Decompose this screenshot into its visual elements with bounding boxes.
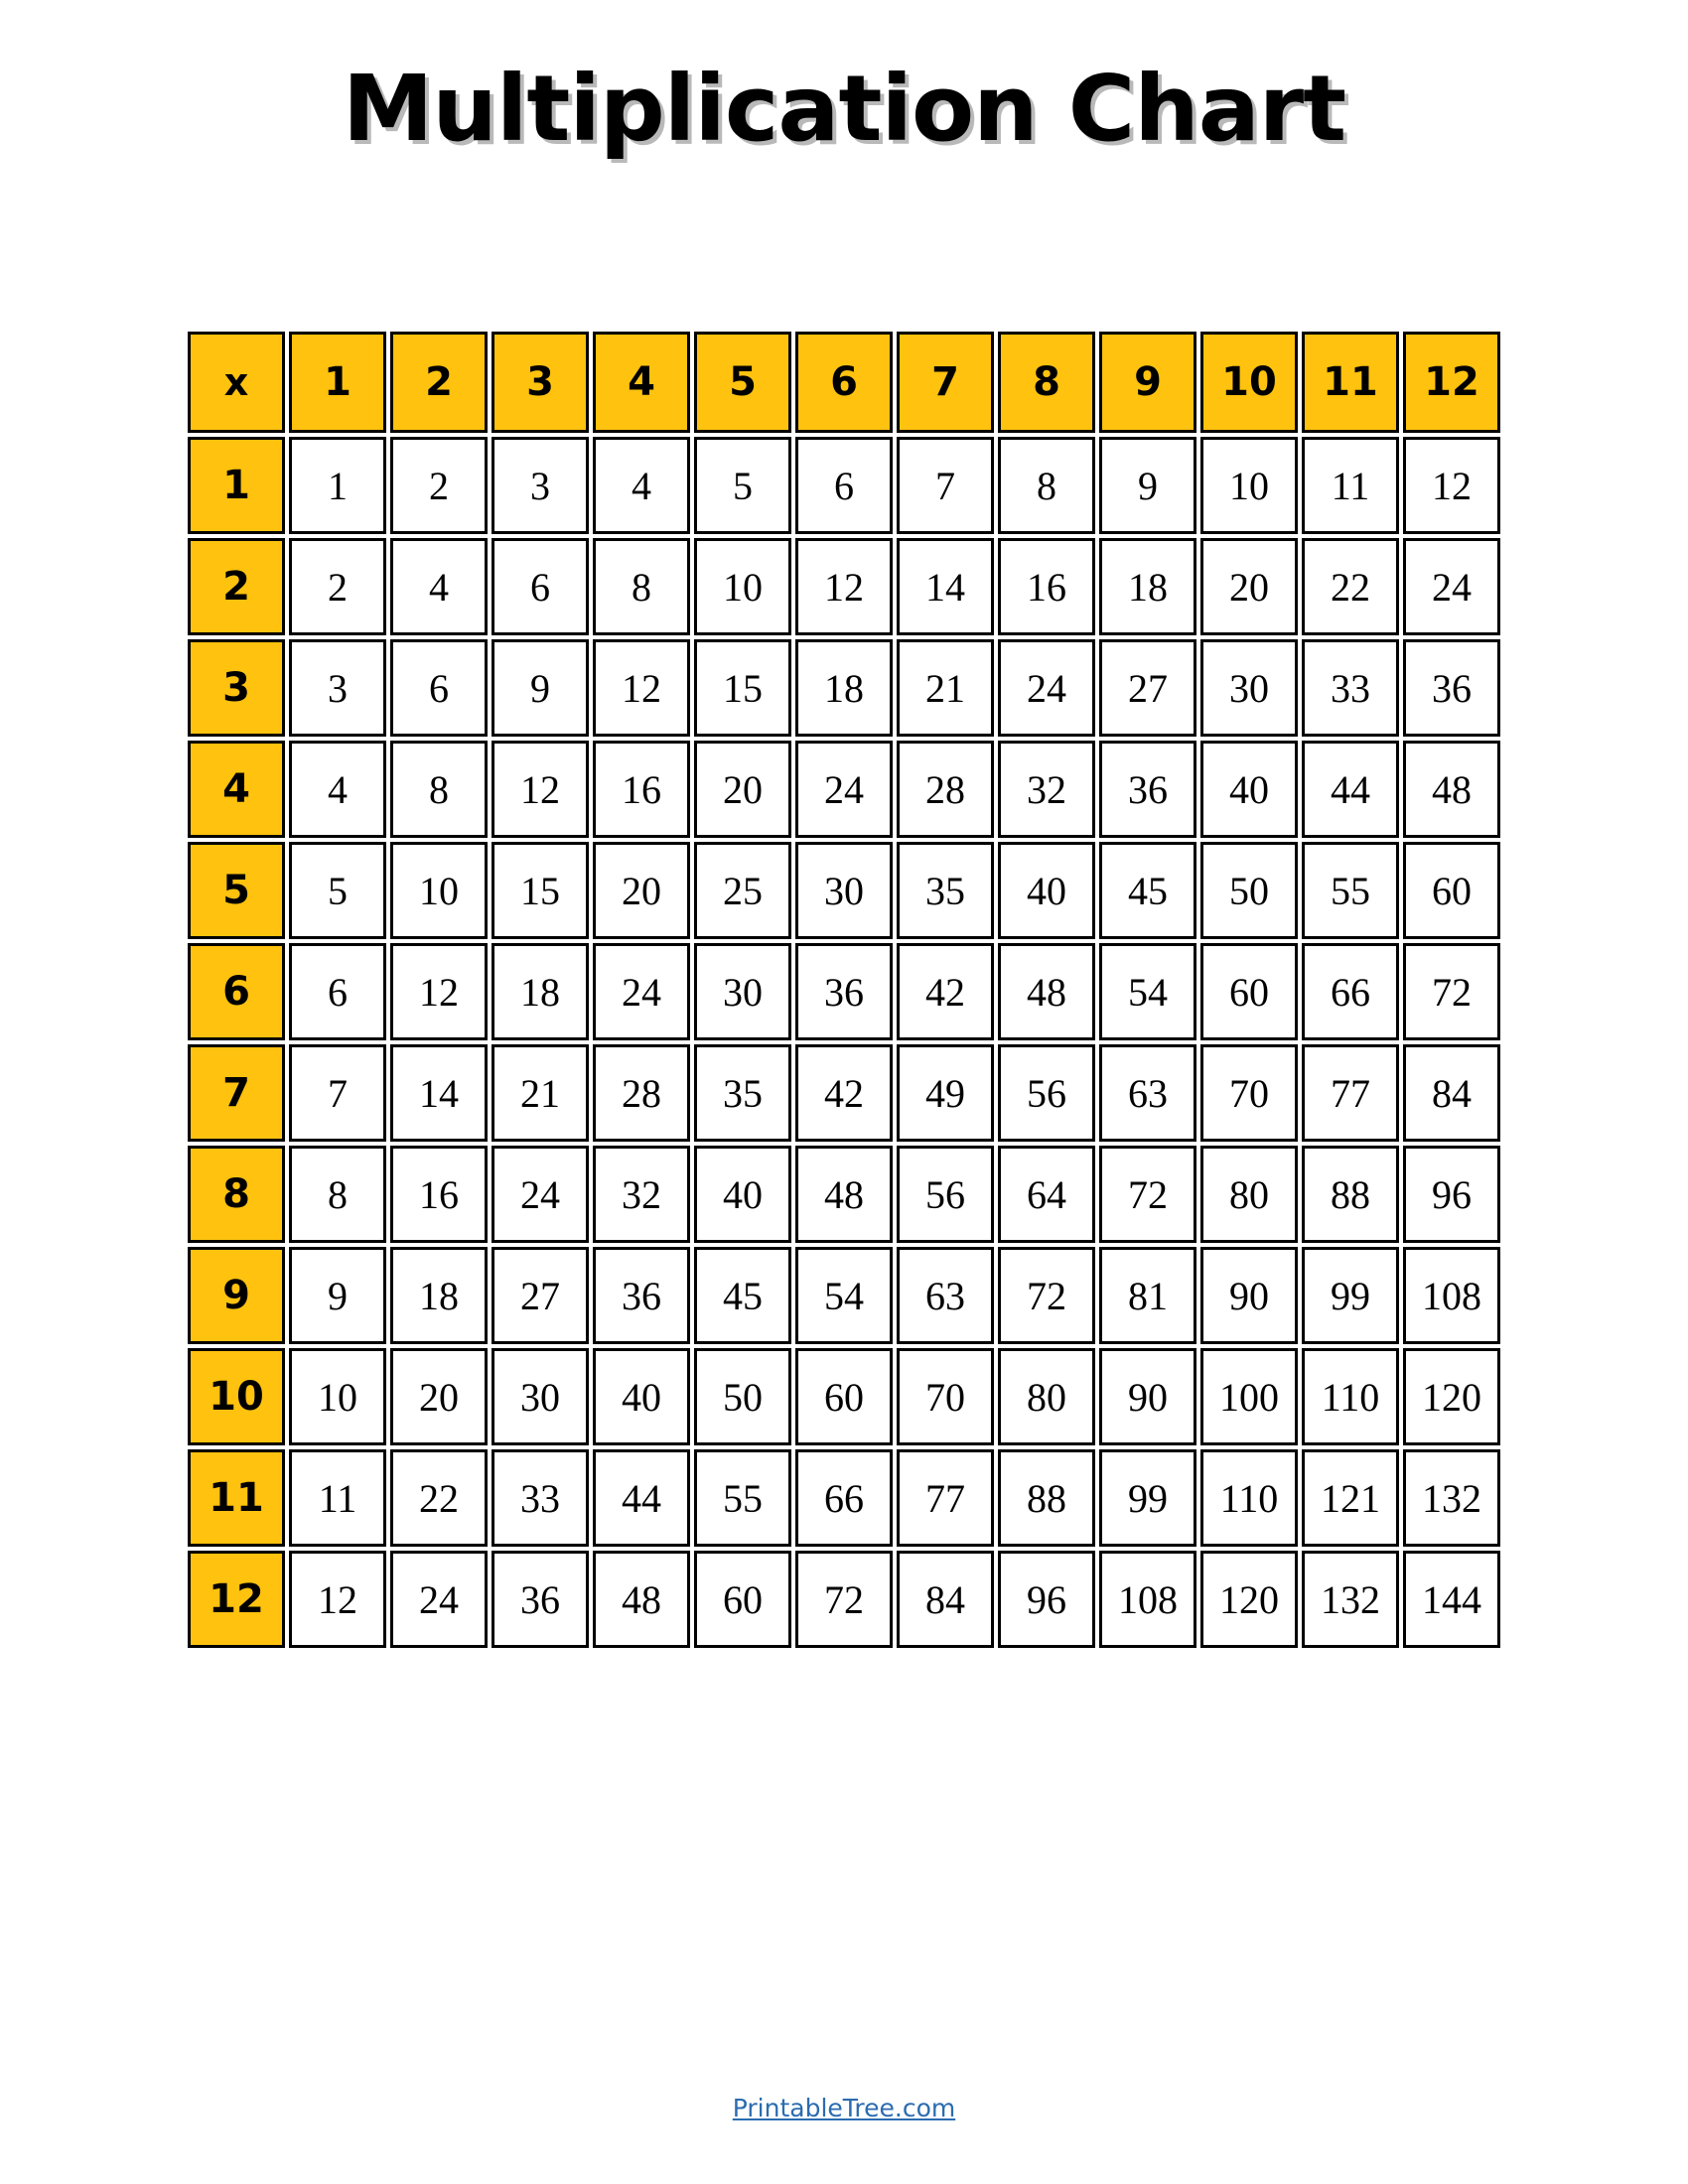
product-cell: 80 [1200, 1146, 1298, 1243]
product-cell: 24 [593, 943, 690, 1040]
product-cell: 8 [998, 437, 1095, 534]
product-cell: 50 [1200, 842, 1298, 939]
product-cell: 21 [897, 639, 994, 737]
product-cell: 42 [795, 1044, 893, 1142]
row-header-8: 8 [188, 1146, 285, 1243]
product-cell: 3 [492, 437, 589, 534]
product-cell: 18 [492, 943, 589, 1040]
product-cell: 20 [593, 842, 690, 939]
product-cell: 21 [492, 1044, 589, 1142]
product-cell: 18 [390, 1247, 488, 1344]
product-cell: 90 [1099, 1348, 1196, 1445]
product-cell: 32 [998, 741, 1095, 838]
product-cell: 5 [694, 437, 791, 534]
product-cell: 10 [1200, 437, 1298, 534]
page-title: Multiplication Chart [342, 56, 1346, 162]
multiplication-table [184, 328, 1504, 1652]
row-header-10: 10 [188, 1348, 285, 1445]
column-header-2: 2 [390, 332, 488, 433]
column-header-4: 4 [593, 332, 690, 433]
table-row [188, 1044, 1500, 1142]
product-cell: 40 [694, 1146, 791, 1243]
product-cell: 66 [795, 1449, 893, 1547]
product-cell: 40 [593, 1348, 690, 1445]
product-cell: 120 [1200, 1551, 1298, 1648]
product-cell: 108 [1099, 1551, 1196, 1648]
column-header-3: 3 [492, 332, 589, 433]
product-cell: 3 [289, 639, 386, 737]
product-cell: 35 [897, 842, 994, 939]
product-cell: 90 [1200, 1247, 1298, 1344]
product-cell: 12 [1403, 437, 1500, 534]
product-cell: 12 [390, 943, 488, 1040]
product-cell: 110 [1302, 1348, 1399, 1445]
column-header-8: 8 [998, 332, 1095, 433]
product-cell: 45 [1099, 842, 1196, 939]
row-header-6: 6 [188, 943, 285, 1040]
row-header-11: 11 [188, 1449, 285, 1547]
product-cell: 48 [998, 943, 1095, 1040]
product-cell: 28 [897, 741, 994, 838]
product-cell: 27 [1099, 639, 1196, 737]
product-cell: 6 [390, 639, 488, 737]
product-cell: 10 [390, 842, 488, 939]
product-cell: 42 [897, 943, 994, 1040]
table-corner-cell: x [188, 332, 285, 433]
product-cell: 132 [1302, 1551, 1399, 1648]
product-cell: 12 [795, 538, 893, 635]
product-cell: 84 [897, 1551, 994, 1648]
product-cell: 10 [694, 538, 791, 635]
product-cell: 30 [492, 1348, 589, 1445]
product-cell: 27 [492, 1247, 589, 1344]
product-cell: 84 [1403, 1044, 1500, 1142]
product-cell: 36 [593, 1247, 690, 1344]
product-cell: 28 [593, 1044, 690, 1142]
product-cell: 15 [492, 842, 589, 939]
product-cell: 88 [998, 1449, 1095, 1547]
column-header-5: 5 [694, 332, 791, 433]
row-header-12: 12 [188, 1551, 285, 1648]
product-cell: 24 [998, 639, 1095, 737]
product-cell: 11 [289, 1449, 386, 1547]
product-cell: 16 [998, 538, 1095, 635]
table-row [188, 1348, 1500, 1445]
product-cell: 66 [1302, 943, 1399, 1040]
product-cell: 15 [694, 639, 791, 737]
product-cell: 20 [694, 741, 791, 838]
product-cell: 9 [289, 1247, 386, 1344]
product-cell: 25 [694, 842, 791, 939]
product-cell: 60 [1200, 943, 1298, 1040]
product-cell: 99 [1099, 1449, 1196, 1547]
product-cell: 24 [492, 1146, 589, 1243]
product-cell: 40 [998, 842, 1095, 939]
product-cell: 22 [390, 1449, 488, 1547]
table-row [188, 1551, 1500, 1648]
product-cell: 144 [1403, 1551, 1500, 1648]
product-cell: 20 [1200, 538, 1298, 635]
product-cell: 60 [1403, 842, 1500, 939]
product-cell: 6 [795, 437, 893, 534]
product-cell: 72 [795, 1551, 893, 1648]
row-header-2: 2 [188, 538, 285, 635]
row-header-3: 3 [188, 639, 285, 737]
row-header-1: 1 [188, 437, 285, 534]
product-cell: 6 [492, 538, 589, 635]
column-header-11: 11 [1302, 332, 1399, 433]
table-header-row [188, 332, 1500, 433]
product-cell: 36 [492, 1551, 589, 1648]
column-header-12: 12 [1403, 332, 1500, 433]
product-cell: 24 [1403, 538, 1500, 635]
product-cell: 72 [1403, 943, 1500, 1040]
table-row [188, 437, 1500, 534]
product-cell: 4 [289, 741, 386, 838]
product-cell: 44 [593, 1449, 690, 1547]
table-row [188, 943, 1500, 1040]
multiplication-table-container [184, 328, 1504, 1652]
product-cell: 70 [897, 1348, 994, 1445]
product-cell: 5 [289, 842, 386, 939]
table-row [188, 639, 1500, 737]
row-header-7: 7 [188, 1044, 285, 1142]
product-cell: 72 [1099, 1146, 1196, 1243]
source-link[interactable]: PrintableTree.com [732, 2094, 956, 2122]
product-cell: 16 [593, 741, 690, 838]
product-cell: 6 [289, 943, 386, 1040]
product-cell: 55 [694, 1449, 791, 1547]
product-cell: 77 [897, 1449, 994, 1547]
product-cell: 4 [390, 538, 488, 635]
product-cell: 12 [492, 741, 589, 838]
column-header-1: 1 [289, 332, 386, 433]
product-cell: 45 [694, 1247, 791, 1344]
product-cell: 9 [1099, 437, 1196, 534]
product-cell: 88 [1302, 1146, 1399, 1243]
product-cell: 50 [694, 1348, 791, 1445]
footer [0, 2094, 1688, 2122]
product-cell: 33 [1302, 639, 1399, 737]
product-cell: 81 [1099, 1247, 1196, 1344]
product-cell: 60 [694, 1551, 791, 1648]
product-cell: 20 [390, 1348, 488, 1445]
product-cell: 44 [1302, 741, 1399, 838]
product-cell: 54 [795, 1247, 893, 1344]
product-cell: 30 [795, 842, 893, 939]
product-cell: 8 [390, 741, 488, 838]
product-cell: 48 [795, 1146, 893, 1243]
product-cell: 64 [998, 1146, 1095, 1243]
product-cell: 49 [897, 1044, 994, 1142]
product-cell: 10 [289, 1348, 386, 1445]
product-cell: 120 [1403, 1348, 1500, 1445]
product-cell: 18 [1099, 538, 1196, 635]
table-row [188, 1146, 1500, 1243]
column-header-10: 10 [1200, 332, 1298, 433]
product-cell: 24 [795, 741, 893, 838]
product-cell: 2 [289, 538, 386, 635]
product-cell: 8 [593, 538, 690, 635]
row-header-5: 5 [188, 842, 285, 939]
table-row [188, 1449, 1500, 1547]
product-cell: 100 [1200, 1348, 1298, 1445]
product-cell: 80 [998, 1348, 1095, 1445]
product-cell: 40 [1200, 741, 1298, 838]
product-cell: 96 [998, 1551, 1095, 1648]
product-cell: 14 [897, 538, 994, 635]
product-cell: 60 [795, 1348, 893, 1445]
product-cell: 14 [390, 1044, 488, 1142]
product-cell: 72 [998, 1247, 1095, 1344]
product-cell: 16 [390, 1146, 488, 1243]
product-cell: 54 [1099, 943, 1196, 1040]
product-cell: 36 [1099, 741, 1196, 838]
product-cell: 1 [289, 437, 386, 534]
product-cell: 110 [1200, 1449, 1298, 1547]
product-cell: 56 [998, 1044, 1095, 1142]
product-cell: 32 [593, 1146, 690, 1243]
product-cell: 35 [694, 1044, 791, 1142]
product-cell: 63 [897, 1247, 994, 1344]
product-cell: 12 [289, 1551, 386, 1648]
table-row [188, 1247, 1500, 1344]
product-cell: 8 [289, 1146, 386, 1243]
product-cell: 12 [593, 639, 690, 737]
product-cell: 30 [694, 943, 791, 1040]
product-cell: 18 [795, 639, 893, 737]
product-cell: 96 [1403, 1146, 1500, 1243]
product-cell: 56 [897, 1146, 994, 1243]
product-cell: 22 [1302, 538, 1399, 635]
product-cell: 2 [390, 437, 488, 534]
product-cell: 77 [1302, 1044, 1399, 1142]
product-cell: 70 [1200, 1044, 1298, 1142]
column-header-7: 7 [897, 332, 994, 433]
product-cell: 4 [593, 437, 690, 534]
row-header-4: 4 [188, 741, 285, 838]
row-header-9: 9 [188, 1247, 285, 1344]
table-row [188, 842, 1500, 939]
product-cell: 24 [390, 1551, 488, 1648]
table-row [188, 741, 1500, 838]
product-cell: 36 [795, 943, 893, 1040]
product-cell: 7 [289, 1044, 386, 1142]
product-cell: 30 [1200, 639, 1298, 737]
product-cell: 48 [593, 1551, 690, 1648]
product-cell: 11 [1302, 437, 1399, 534]
product-cell: 108 [1403, 1247, 1500, 1344]
column-header-6: 6 [795, 332, 893, 433]
product-cell: 9 [492, 639, 589, 737]
product-cell: 99 [1302, 1247, 1399, 1344]
product-cell: 36 [1403, 639, 1500, 737]
product-cell: 63 [1099, 1044, 1196, 1142]
product-cell: 132 [1403, 1449, 1500, 1547]
product-cell: 7 [897, 437, 994, 534]
product-cell: 55 [1302, 842, 1399, 939]
product-cell: 121 [1302, 1449, 1399, 1547]
column-header-9: 9 [1099, 332, 1196, 433]
product-cell: 48 [1403, 741, 1500, 838]
table-row [188, 538, 1500, 635]
product-cell: 33 [492, 1449, 589, 1547]
